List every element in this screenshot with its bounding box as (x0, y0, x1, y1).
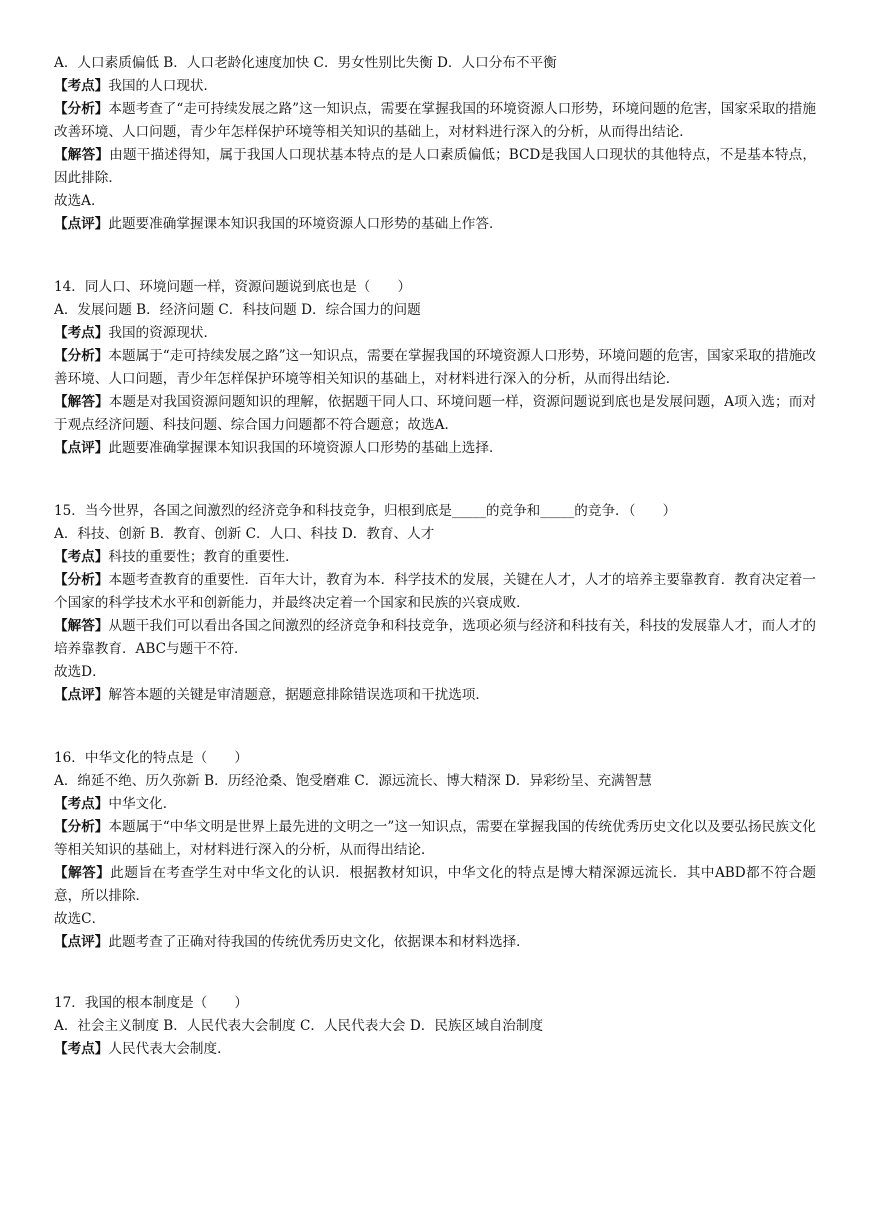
q14-dianping: 【点评】此题要准确掌握课本知识我国的环境资源人口形势的基础上选择． (54, 440, 503, 456)
q15-dianping: 【点评】解答本题的关键是审清题意，据题意排除错误选项和干扰选项． (54, 687, 489, 703)
q15-fenxi: 【分析】本题考查教育的重要性．百年大计，教育为本．科学技术的发展，关键在人才，人才的培养主要靠教育．教育决定着一个国家的科学技术水平和创新能力，并最终决定着一个国家和民族的兴衰成败． (54, 572, 817, 611)
spacer (54, 954, 816, 992)
q13-fenxi: 【分析】本题考查了“走可持续发展之路”这一知识点，需要在掌握我国的环境资源人口形势，环境问题的危害，国家采取的措施改善环境、人口问题，青少年怎样保护环境等相关知识的基础上，对材料进行深入的分析，从而得出结论． (54, 101, 816, 140)
q13-kaodian: 【考点】我国的人口现状． (54, 78, 218, 94)
kaodian-label: 【考点】 (54, 549, 109, 565)
q16-fenxi: 【分析】本题属于“中华文明是世界上最先进的文明之一”这一知识点，需要在掌握我国的传统优秀历史文化以及要弘扬民族文化等相关知识的基础上，对材料进行深入的分析，从而得出结论． (54, 819, 816, 858)
q14-fenxi: 【分析】本题属于“走可持续发展之路”这一知识点，需要在掌握我国的环境资源人口形势，环境问题的危害，国家采取的措施改善环境、人口问题，青少年怎样保护环境等相关知识的基础上，对材料进行深入的分析，从而得出结论． (54, 348, 816, 387)
q15-answer: 故选D． (54, 664, 106, 680)
spacer (54, 236, 816, 276)
q13-answer: 故选A． (54, 193, 105, 209)
q17-stem: 17．我国的根本制度是（ ） (54, 995, 249, 1011)
q14-kaodian: 【考点】我国的资源现状． (54, 325, 218, 341)
document-page (54, 52, 816, 1061)
q15-stem: 15．当今世界，各国之间激烈的经济竞争和科技竞争，归根到底是_____的竞争和_____的竞争．（ ） (54, 503, 677, 519)
q17-kaodian: 【考点】人民代表大会制度． (54, 1041, 231, 1057)
q14-options: A．发展问题 B．经济问题 C．科技问题 D．综合国力的问题 (54, 302, 421, 318)
jieda-label: 【解答】 (54, 618, 109, 634)
kaodian-label: 【考点】 (54, 1041, 109, 1057)
q16-answer: 故选C． (54, 911, 106, 927)
q13-jieda: 【解答】由题干描述得知，属于我国人口现状基本特点的是人口素质偏低；BCD是我国人口现状的其他特点，不是基本特点，因此排除． (54, 147, 817, 186)
fenxi-label: 【分析】 (54, 348, 109, 364)
fenxi-label: 【分析】 (54, 572, 109, 588)
dianping-label: 【点评】 (54, 687, 109, 703)
kaodian-label: 【考点】 (54, 325, 109, 341)
question-17 (54, 992, 816, 1061)
fenxi-label: 【分析】 (54, 101, 109, 117)
jieda-label: 【解答】 (54, 147, 110, 163)
q15-options: A．科技、创新 B．教育、创新 C．人口、科技 D．教育、人才 (54, 526, 435, 542)
q15-kaodian: 【考点】科技的重要性；教育的重要性． (54, 549, 299, 565)
jieda-label: 【解答】 (54, 865, 111, 881)
q16-stem: 16．中华文化的特点是（ ） (54, 750, 249, 766)
q13-options: A．人口素质偏低 B．人口老龄化速度加快 C．男女性别比失衡 D．人口分布不平衡 (54, 55, 557, 71)
dianping-label: 【点评】 (54, 934, 109, 950)
q16-options: A．绵延不绝、历久弥新 B．历经沧桑、饱受磨难 C．源远流长、博大精深 D．异彩纷呈、充满智慧 (54, 773, 652, 789)
kaodian-label: 【考点】 (54, 78, 109, 94)
kaodian-label: 【考点】 (54, 796, 109, 812)
q14-jieda: 【解答】本题是对我国资源问题知识的理解，依据题干同人口、环境问题一样，资源问题说到底也是发展问题，A项入选；而对于观点经济问题、科技问题、综合国力问题都不符合题意；故选A． (54, 394, 816, 433)
q17-options: A．社会主义制度 B．人民代表大会制度 C．人民代表大会 D．民族区域自治制度 (54, 1018, 544, 1034)
question-14 (54, 276, 816, 460)
question-13 (54, 52, 816, 236)
q16-dianping: 【点评】此题考查了正确对待我国的传统优秀历史文化，依据课本和材料选择． (54, 934, 530, 950)
question-16 (54, 747, 816, 954)
q15-jieda: 【解答】从题干我们可以看出各国之间激烈的经济竞争和科技竞争，选项必须与经济和科技有关，科技的发展靠人才，而人才的培养靠教育．ABC与题干不符． (54, 618, 817, 657)
question-15 (54, 500, 816, 707)
jieda-label: 【解答】 (54, 394, 109, 410)
q13-dianping: 【点评】此题要准确掌握课本知识我国的环境资源人口形势的基础上作答． (54, 216, 503, 232)
fenxi-label: 【分析】 (54, 819, 109, 835)
q16-kaodian: 【考点】中华文化． (54, 796, 177, 812)
dianping-label: 【点评】 (54, 216, 109, 232)
q16-jieda: 【解答】此题旨在考查学生对中华文化的认识．根据教材知识，中华文化的特点是博大精深源远流长．其中ABD都不符合题意，所以排除． (54, 865, 817, 904)
spacer (54, 707, 816, 747)
spacer (54, 460, 816, 500)
dianping-label: 【点评】 (54, 440, 109, 456)
q14-stem: 14．同人口、环境问题一样，资源问题说到底也是（ ） (54, 279, 412, 295)
